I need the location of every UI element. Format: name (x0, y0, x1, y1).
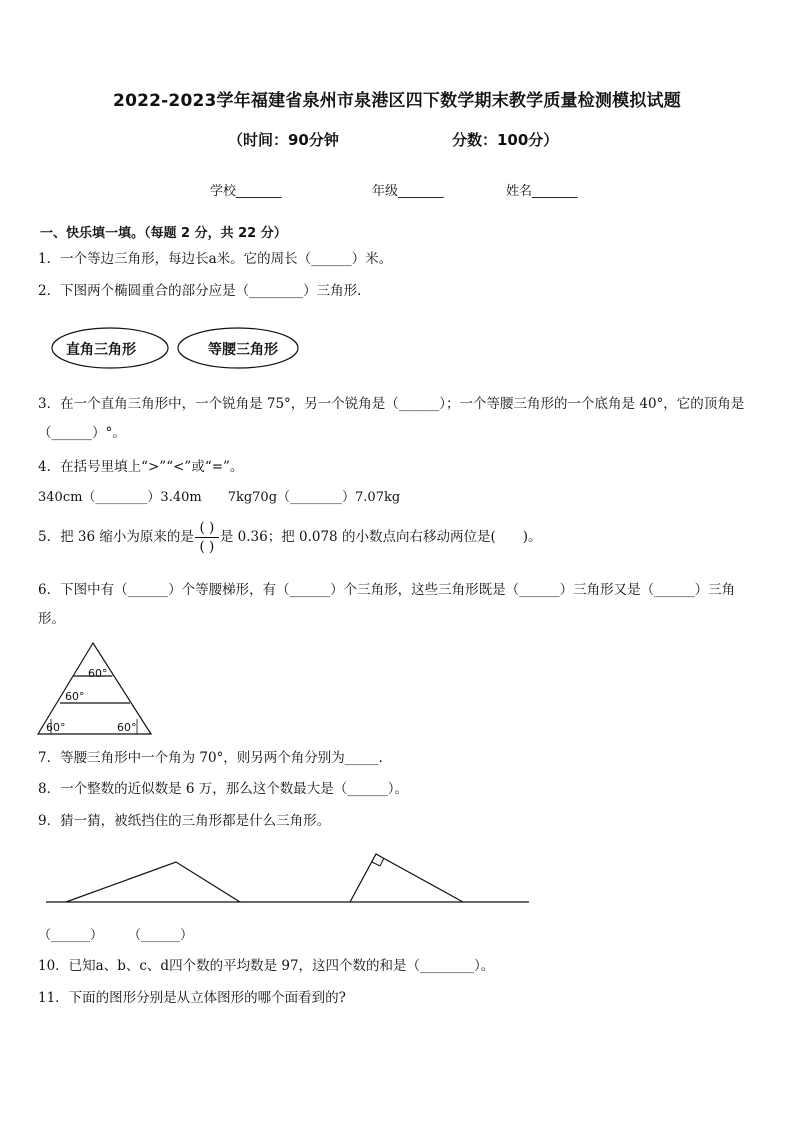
page-title: 2022-2023学年福建省泉州市泉港区四下数学期末教学质量检测模拟试题 (113, 91, 681, 111)
question-4: 4．在括号里填上“>”“<”或“=”。 (38, 459, 244, 475)
question-5-before: 5．把 36 缩小为原来的是 (38, 529, 194, 545)
question-8: 8．一个整数的近似数是 6 万，那么这个数最大是（______）。 (38, 781, 409, 797)
question-7: 7．等腰三角形中一个角为 70°，则另两个角分别为_____. (38, 750, 383, 766)
fraction-numerator: ( ) (199, 520, 215, 536)
answer-blank-2: （______） (128, 928, 194, 943)
angle-label-middle: 60° (65, 690, 85, 703)
question-3: 3．在一个直角三角形中，一个锐角是 75°，另一个锐角是（______）；一个等腰三角形的一个底角是 40°，它的顶角是（______）°。 (38, 396, 745, 441)
question-11: 11．下面的图形分别是从立体图形的哪个面看到的? (38, 990, 346, 1006)
question-5-after: 是 0.36；把 0.078 的小数点向右移动两位是( )。 (219, 529, 542, 545)
question-9: 9．猜一猜，被纸挡住的三角形都是什么三角形。 (38, 813, 331, 829)
angle-label-bottom-right: 60° (117, 721, 137, 734)
question-1: 1．一个等边三角形，每边长a米。它的周长（______）米。 (38, 251, 393, 267)
section-heading: 一、快乐填一填。（每题 2 分，共 22 分） (40, 226, 287, 241)
school-field: 学校_______ (210, 184, 282, 199)
exam-time: （时间：90分钟 (228, 131, 339, 149)
question-10: 10．已知a、b、c、d四个数的平均数是 97，这四个数的和是（________）。 (38, 958, 495, 974)
question-6: 6．下图中有（______）个等腰梯形，有（______）个三角形，这些三角形既是（______）三角形又是（______）三角形。 (38, 582, 736, 627)
exam-score: 分数：100分） (452, 131, 559, 149)
question-4-items: 340cm（________）3.40m 7kg70g（________）7.07kg (38, 490, 401, 505)
ellipse-left-label: 直角三角形 (66, 342, 136, 358)
name-field: 姓名_______ (506, 184, 578, 199)
angle-label-bottom-left: 60° (46, 721, 66, 734)
answer-blank-1: （______） (38, 928, 104, 943)
fraction-denominator: ( ) (199, 539, 215, 555)
angle-label-top: 60° (88, 667, 108, 680)
ellipse-right-label: 等腰三角形 (208, 342, 278, 358)
grade-field: 年级_______ (372, 184, 444, 199)
question-2: 2．下图两个椭圆重合的部分应是（________）三角形. (38, 283, 362, 299)
